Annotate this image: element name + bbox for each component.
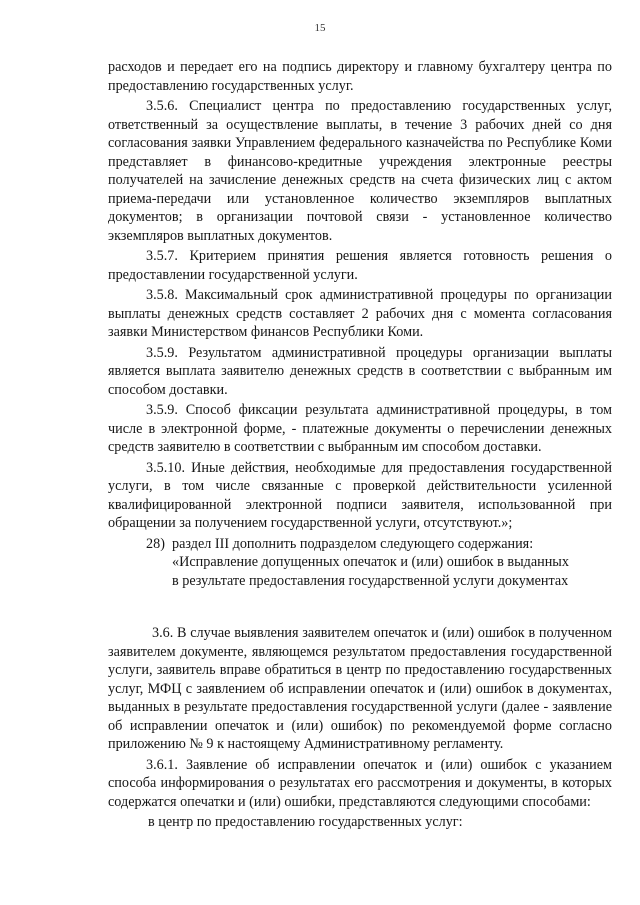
- paragraph-continuation: расходов и передает его на подпись директору и главному бухгалтеру центра по предоставлению государственных услуг.: [108, 59, 612, 94]
- paragraph-3-5-9-fixation: 3.5.9. Способ фиксации результата административной процедуры, в том числе в электронной форме, - платежные документы о перечислении денежных средств заявителю в соответствии с выбранным им способом доставки.: [108, 402, 612, 455]
- subsection-heading-line-1: «Исправление допущенных опечаток и (или) ошибок в выданных: [172, 554, 569, 570]
- paragraph-3-5-9-result: 3.5.9. Результатом административной процедуры организации выплаты является выплата заявителю денежных средств в соответствии с выбранным им способом доставки.: [108, 344, 612, 398]
- list-item-text: раздел III дополнить подразделом следующего содержания:: [172, 535, 534, 552]
- subsection-heading-line-2: в результате предоставления государственной услуги документах: [172, 572, 569, 589]
- paragraph-3-5-8: 3.5.8. Максимальный срок административной процедуры по организации выплаты денежных средств составляет 2 рабочих дня с момента согласования заявки Министерством финансов Республики Коми.: [108, 287, 612, 340]
- paragraph-3-6-1: 3.6.1. Заявление об исправлении опечаток и (или) ошибок с указанием способа информирования о результатах его рассмотрения и документы, в которых содержатся опечатки и (или) ошибки, представляются следующими способами:: [108, 756, 612, 810]
- paragraph-3-5-10: 3.5.10. Иные действия, необходимые для предоставления государственной услуги, в том числе связанные с проверкой действительности усиленной квалифицированной электронной подписи заявителя, использованной при обращении за получением государственной услуги, отсутствуют.»;: [108, 459, 612, 531]
- list-item-28: [108, 535, 612, 554]
- paragraph-mfc-center: в центр по предоставлению государственных услуг:: [148, 814, 463, 830]
- page-number: 15: [314, 22, 326, 34]
- document-body: [108, 58, 612, 832]
- paragraph-3-6: 3.6. В случае выявления заявителем опечаток и (или) ошибок в полученном заявителем документе, являющемся результатом предоставления государственной услуги, заявитель вправе обратиться в центр по предоставлению государственных услуг, МФЦ с заявлением об исправлении опечаток и (или) ошибок в документах, выданных в результате предоставления государственной услуги (далее - заявление об исправлении опечаток и (или) ошибок) по рекомендуемой форме согласно приложению № 9 к настоящему Административному регламенту.: [108, 625, 612, 752]
- paragraph-3-5-6: 3.5.6. Специалист центра по предоставлению государственных услуг, ответственный за осуществление выплаты, в течение 3 рабочих дней со дня согласования заявки Управлением федерального казначейства по Республике Коми представляет в финансово-кредитные учреждения электронные реестры получателей на зачисление денежных средств на счета физических лиц с актом приема-передачи или установленное количество экземпляров выплатных документов; в организации почтовой связи - установленное количество экземпляров выплатных документов.: [108, 98, 612, 244]
- paragraph-3-5-7: 3.5.7. Критерием принятия решения является готовность решения о предоставлении государственной услуги.: [108, 248, 612, 283]
- list-item-number: 28): [146, 535, 165, 552]
